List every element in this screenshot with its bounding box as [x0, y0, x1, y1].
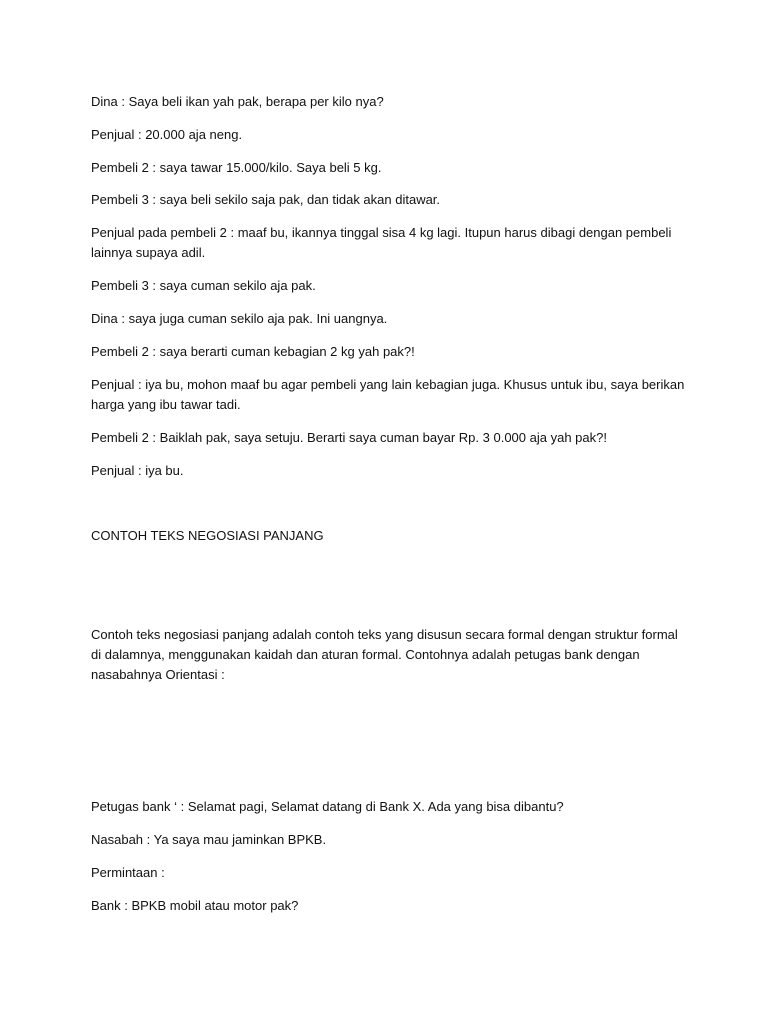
dialogue-line: Dina : Saya beli ikan yah pak, berapa per kilo nya?: [91, 94, 384, 109]
dialogue-line: Penjual pada pembeli 2 : maaf bu, ikannya tinggal sisa 4 kg lagi. Itupun harus dibagi dengan pembeli lainnya supaya adil.: [91, 225, 672, 260]
dialogue-line: Pembeli 2 : Baiklah pak, saya setuju. Berarti saya cuman bayar Rp. 3 0.000 aja yah pak?!: [91, 430, 607, 445]
dialogue-line: Pembeli 3 : saya cuman sekilo aja pak.: [91, 278, 316, 293]
dialogue-line: Bank : BPKB mobil atau motor pak?: [91, 898, 299, 913]
dialogue-line: Petugas bank ‘ : Selamat pagi, Selamat datang di Bank X. Ada yang bisa dibantu?: [91, 799, 564, 814]
dialogue-line: Pembeli 3 : saya beli sekilo saja pak, dan tidak akan ditawar.: [91, 192, 441, 207]
section-label: Permintaan :: [91, 865, 165, 880]
body-paragraph: Contoh teks negosiasi panjang adalah contoh teks yang disusun secara formal dengan struktur formal di dalamnya, menggunakan kaidah dan aturan formal. Contohnya adalah petugas bank dengan nasabahnya Orientasi :: [91, 627, 678, 682]
dialogue-line: Nasabah : Ya saya mau jaminkan BPKB.: [91, 832, 327, 847]
dialogue-line: Penjual : iya bu, mohon maaf bu agar pembeli yang lain kebagian juga. Khusus untuk ibu, saya berikan harga yang ibu tawar tadi.: [91, 377, 685, 412]
dialogue-line: Pembeli 2 : saya tawar 15.000/kilo. Saya beli 5 kg.: [91, 160, 382, 175]
dialogue-line: Dina : saya juga cuman sekilo aja pak. Ini uangnya.: [91, 311, 388, 326]
dialogue-line: Penjual : iya bu.: [91, 463, 184, 478]
dialogue-line: Penjual : 20.000 aja neng.: [91, 127, 243, 142]
section-heading: CONTOH TEKS NEGOSIASI PANJANG: [91, 528, 324, 543]
dialogue-line: Pembeli 2 : saya berarti cuman kebagian 2 kg yah pak?!: [91, 344, 415, 359]
